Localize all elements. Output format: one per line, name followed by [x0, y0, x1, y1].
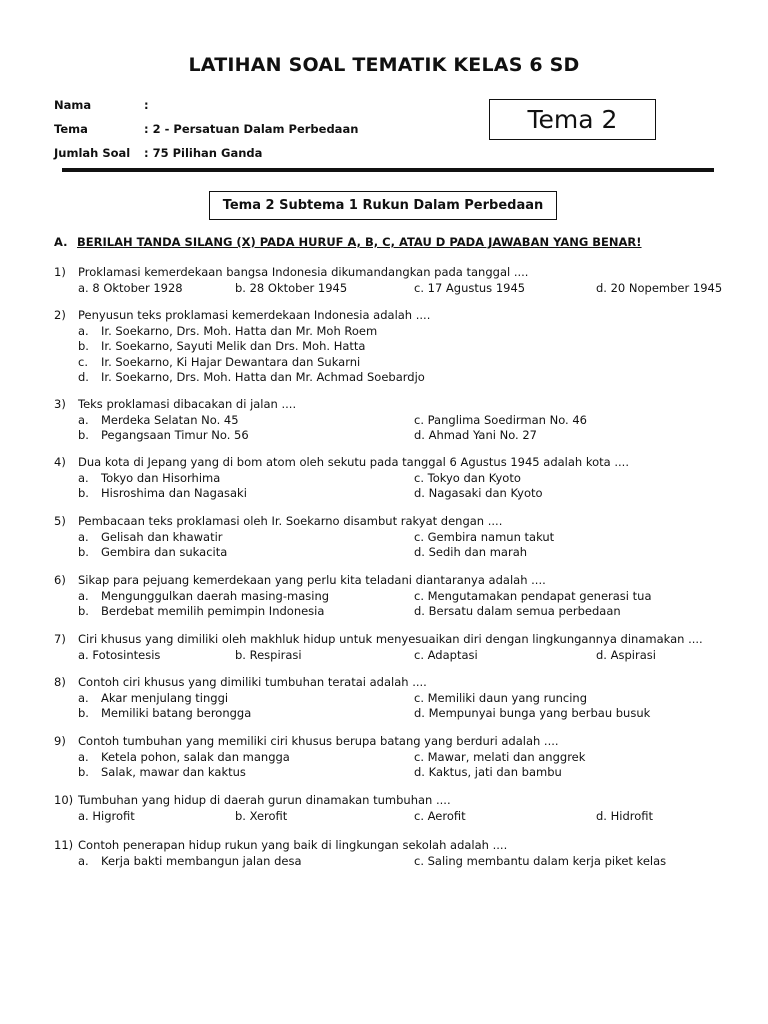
option-b: Berdebat memilih pemimpin Indonesia	[101, 604, 325, 618]
header-divider	[62, 168, 714, 172]
question-number: 9)	[54, 734, 66, 748]
question-text: Dua kota di Jepang yang di bom atom oleh sekutu pada tanggal 6 Agustus 1945 adalah kota ....	[78, 455, 629, 469]
option-c: c. Mawar, melati dan anggrek	[414, 749, 586, 764]
question-number: 6)	[54, 573, 66, 587]
question-number: 10)	[54, 793, 74, 807]
option-a: a. Higrofit	[78, 808, 135, 823]
question-number: 11)	[54, 838, 74, 852]
option-letter-b: b.	[78, 706, 89, 720]
option-a: Akar menjulang tinggi	[101, 690, 229, 705]
question-number: 2)	[54, 308, 66, 322]
question-text: Contoh ciri khusus yang dimiliki tumbuhan teratai adalah ....	[78, 675, 427, 689]
option-a: Merdeka Selatan No. 45	[101, 412, 239, 427]
section-text: BERILAH TANDA SILANG (X) PADA HURUF A, B, C, ATAU D PADA JAWABAN YANG BENAR!	[77, 235, 642, 249]
option-a: Gelisah dan khawatir	[101, 529, 223, 544]
option-d: d. Mempunyai bunga yang berbau busuk	[414, 706, 651, 720]
option-a: Mengunggulkan daerah masing-masing	[101, 588, 330, 603]
option-b: Hisroshima dan Nagasaki	[101, 486, 247, 500]
question-text: Tumbuhan yang hidup di daerah gurun dinamakan tumbuhan ....	[78, 793, 451, 807]
option-letter-a: a.	[78, 588, 89, 603]
meta-label-nama: Nama	[54, 98, 92, 112]
meta-value-nama: :	[144, 98, 149, 112]
option-d: d. Nagasaki dan Kyoto	[414, 486, 543, 500]
question-number: 4)	[54, 455, 66, 469]
option-letter-b: b.	[78, 486, 89, 500]
question-text: Contoh tumbuhan yang memiliki ciri khusus berupa batang yang berduri adalah ....	[78, 734, 559, 748]
option-c: c. Saling membantu dalam kerja piket kelas	[414, 853, 667, 868]
option-d: d. Sedih dan marah	[414, 545, 528, 559]
option-b: b. Xerofit	[235, 808, 288, 823]
option-c: c. Adaptasi	[414, 647, 478, 662]
option-c: c. Mengutamakan pendapat generasi tua	[414, 588, 652, 603]
question-number: 3)	[54, 397, 66, 411]
section-letter: A.	[54, 235, 68, 249]
question-text: Teks proklamasi dibacakan di jalan ....	[78, 397, 297, 411]
meta-value-jumlah-soal: : 75 Pilihan Ganda	[144, 146, 263, 160]
option-c: c. Panglima Soedirman No. 46	[414, 412, 587, 427]
option-text: Ir. Soekarno, Drs. Moh. Hatta dan Mr. Achmad Soebardjo	[101, 370, 425, 384]
option-b: Memiliki batang berongga	[101, 706, 252, 720]
question-text: Penyusun teks proklamasi kemerdekaan Indonesia adalah ....	[78, 308, 431, 322]
option-d: d. Aspirasi	[596, 647, 656, 662]
option-text: Ir. Soekarno, Drs. Moh. Hatta dan Mr. Moh Roem	[101, 323, 378, 338]
option-text: Ir. Soekarno, Sayuti Melik dan Drs. Moh. Hatta	[101, 339, 366, 353]
tema-box: Tema 2	[489, 99, 656, 140]
option-a: Ketela pohon, salak dan mangga	[101, 749, 290, 764]
option-d: d. Hidrofit	[596, 808, 654, 823]
option-letter-b: b.	[78, 604, 89, 618]
question-text: Sikap para pejuang kemerdekaan yang perlu kita teladani diantaranya adalah ....	[78, 573, 546, 587]
question-text: Contoh penerapan hidup rukun yang baik di lingkungan sekolah adalah ....	[78, 838, 508, 852]
subtheme-box: Tema 2 Subtema 1 Rukun Dalam Perbedaan	[209, 191, 557, 220]
option-letter-a: a.	[78, 853, 89, 868]
option-letter-b: b.	[78, 428, 89, 442]
question-text: Proklamasi kemerdekaan bangsa Indonesia dikumandangkan pada tanggal ....	[78, 265, 529, 279]
option-a: Kerja bakti membangun jalan desa	[101, 853, 302, 868]
question-text: Pembacaan teks proklamasi oleh Ir. Soekarno disambut rakyat dengan ....	[78, 514, 503, 528]
option-a: Tokyo dan Hisorhima	[101, 470, 221, 485]
option-letter-a: a.	[78, 749, 89, 764]
option-c: c. 17 Agustus 1945	[414, 280, 526, 295]
option-b: Pegangsaan Timur No. 56	[101, 428, 249, 442]
option-letter: c.	[78, 354, 88, 369]
question-number: 1)	[54, 265, 66, 279]
option-c: c. Gembira namun takut	[414, 529, 555, 544]
option-b: Salak, mawar dan kaktus	[101, 765, 246, 779]
meta-value-tema: : 2 - Persatuan Dalam Perbedaan	[144, 122, 359, 136]
option-d: d. Kaktus, jati dan bambu	[414, 765, 562, 779]
option-b: Gembira dan sukacita	[101, 545, 228, 559]
question-number: 8)	[54, 675, 66, 689]
question-number: 7)	[54, 632, 66, 646]
option-letter-b: b.	[78, 765, 89, 779]
option-letter: d.	[78, 370, 89, 384]
option-d: d. Ahmad Yani No. 27	[414, 428, 537, 442]
option-b: b. Respirasi	[235, 647, 302, 662]
option-c: c. Tokyo dan Kyoto	[414, 470, 521, 485]
page-title: LATIHAN SOAL TEMATIK KELAS 6 SD	[188, 54, 580, 76]
section-instruction	[54, 235, 642, 249]
option-letter: b.	[78, 339, 89, 353]
question-number: 5)	[54, 514, 66, 528]
option-letter-a: a.	[78, 412, 89, 427]
option-a: a. 8 Oktober 1928	[78, 280, 183, 295]
meta-label-tema: Tema	[54, 122, 88, 136]
option-c: c. Memiliki daun yang runcing	[414, 690, 588, 705]
option-b: b. 28 Oktober 1945	[235, 280, 348, 295]
option-letter: a.	[78, 323, 89, 338]
option-letter-a: a.	[78, 470, 89, 485]
option-d: d. 20 Nopember 1945	[596, 280, 723, 295]
option-c: c. Aerofit	[414, 808, 466, 823]
question-text: Ciri khusus yang dimiliki oleh makhluk hidup untuk menyesuaikan diri dengan lingkungannya dinamakan ....	[78, 632, 703, 646]
option-a: a. Fotosintesis	[78, 647, 161, 662]
option-text: Ir. Soekarno, Ki Hajar Dewantara dan Sukarni	[101, 354, 361, 369]
option-letter-b: b.	[78, 545, 89, 559]
option-letter-a: a.	[78, 529, 89, 544]
option-letter-a: a.	[78, 690, 89, 705]
meta-label-jumlah-soal: Jumlah Soal	[54, 146, 131, 160]
option-d: d. Bersatu dalam semua perbedaan	[414, 604, 621, 618]
